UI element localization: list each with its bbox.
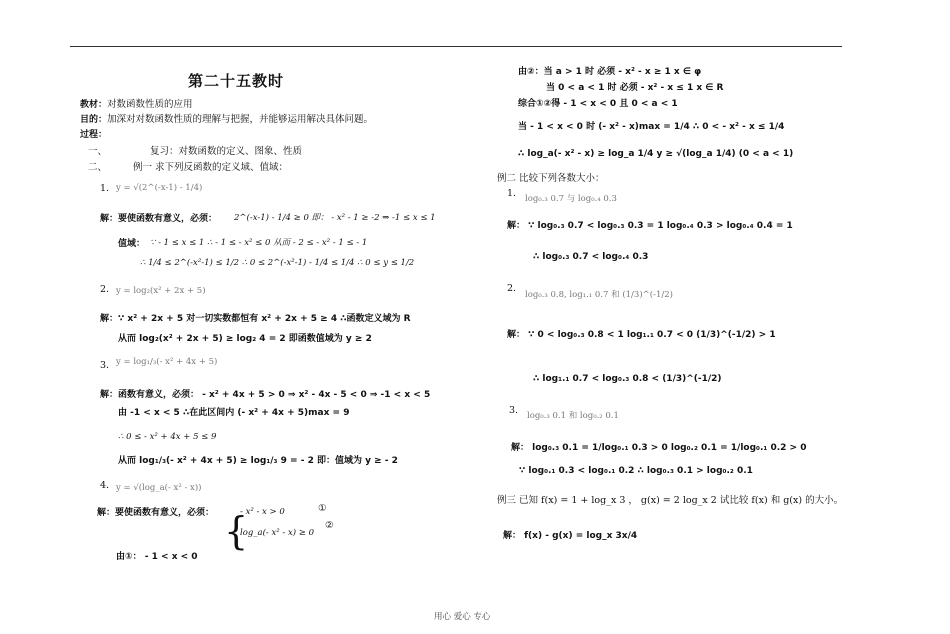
q2-number: 2.	[100, 284, 110, 295]
r-line-3: 综合①②得 - 1 < x < 0 且 0 < a < 1	[518, 99, 678, 109]
q4-condition-1: - x² - x > 0	[240, 507, 285, 517]
condition-brace: {	[224, 509, 249, 553]
r-line-2: 当 0 < a < 1 时 必须 - x² - x ≤ 1 x ∈ R	[546, 83, 724, 93]
q1-range-result: ∴ 1/4 ≤ 2^(-x²-1) ≤ 1/2 ∴ 0 ≤ 2^(-x²-1) - 1/4 ≤ 1/4 ∴ 0 ≤ y ≤ 1/2	[140, 258, 415, 268]
q4-condition-2: log_a(- x² - x) ≥ 0	[240, 528, 315, 538]
e3-answer-b: ∵ log₀.₁ 0.3 < log₀.₁ 0.2 ∴ log₀.₃ 0.1 > log₀.₂ 0.1	[519, 466, 753, 476]
e1-answer-a: 解： ∵ log₀.₃ 0.7 < log₀.₃ 0.3 = 1 log₀.₄ 0.3 > log₀.₄ 0.4 = 1	[507, 221, 793, 231]
q1-answer-label: 解：要使函数有意义，必须：	[100, 214, 218, 224]
e2-answer-a: 解： ∵ 0 < log₀.₃ 0.8 < 1 log₁.₁ 0.7 < 0 (1/3)^(-1/2) > 1	[507, 330, 776, 340]
step-2-num: 二、	[88, 162, 108, 173]
r-line-4: 当 - 1 < x < 0 时 (- x² - x)max = 1/4 ∴ 0 < - x² - x ≤ 1/4	[518, 122, 785, 132]
e1-answer-b: ∴ log₀.₃ 0.7 < log₀.₄ 0.3	[533, 252, 649, 262]
q4-condition-2-num: ②	[325, 520, 334, 531]
example-3-heading: 例三 已知 f(x) = 1 + log_x 3 ， g(x) = 2 log_x 2 试比较 f(x) 和 g(x) 的大小。	[497, 495, 844, 506]
q4-condition-1-num: ①	[318, 503, 327, 514]
e3-expression: log₀.₃ 0.1 和 log₀.₂ 0.1	[527, 411, 619, 421]
goal-label: 目的：	[80, 115, 108, 125]
goal-line	[80, 111, 373, 125]
q1-expression: y = √(2^(-x-1) - 1/4)	[116, 183, 203, 193]
q4-answer-b: 由①： - 1 < x < 0	[116, 552, 198, 562]
q3-number: 3.	[100, 360, 110, 371]
page-title: 第二十五教时	[188, 72, 285, 90]
q1-number: 1.	[100, 183, 110, 194]
material-label: 教材：	[80, 100, 108, 110]
e3-number: 3.	[509, 405, 519, 416]
q3-answer-b: 由 -1 < x < 5 ∴在此区间内 (- x² + 4x + 5)max = 9	[118, 408, 350, 418]
q3-answer-c: ∴ 0 ≤ - x² + 4x + 5 ≤ 9	[118, 432, 217, 442]
material-text: 对数函数性质的应用	[107, 99, 193, 110]
e1-expression: log₀.₃ 0.7 与 log₀.₄ 0.3	[525, 194, 617, 204]
q2-answer-b: 从而 log₂(x² + 2x + 5) ≥ log₂ 4 = 2 即函数值域为 y ≥ 2	[118, 334, 372, 344]
step-1-num: 一、	[88, 146, 108, 157]
process-label: 过程：	[80, 130, 108, 140]
q1-range-label: 值域：	[118, 239, 146, 249]
q4-number: 4.	[100, 480, 110, 491]
e2-answer-b: ∴ log₁.₁ 0.7 < log₀.₃ 0.8 < (1/3)^(-1/2)	[533, 374, 722, 384]
q3-answer-d: 从而 log₁/₃(- x² + 4x + 5) ≥ log₁/₃ 9 = - 2 即：值域为 y ≥ - 2	[118, 456, 398, 466]
e3-answer-a: 解： log₀.₃ 0.1 = 1/log₀.₁ 0.3 > 0 log₀.₂ 0.1 = 1/log₀.₁ 0.2 > 0	[511, 443, 807, 453]
example-2-heading: 例二 比较下列各数大小：	[497, 173, 605, 184]
q4-expression: y = √(log_a(- x² - x))	[116, 483, 202, 493]
e2-expression: log₀.₃ 0.8, log₁.₁ 0.7 和 (1/3)^(-1/2)	[525, 290, 673, 300]
q4-answer-label: 解：要使函数有意义，必须：	[97, 508, 215, 518]
step-1-text: 复习：对数函数的定义、图象、性质	[150, 146, 303, 157]
goal-text: 加深对对数函数性质的理解与把握，并能够运用解决具体问题。	[107, 114, 374, 125]
q3-answer-a: 解：函数有意义，必须： - x² + 4x + 5 > 0 ⇒ x² - 4x - 5 < 0 ⇒ -1 < x < 5	[100, 390, 431, 400]
step-2-text: 例一 求下列反函数的定义域、值域：	[133, 162, 289, 173]
q2-expression: y = log₂(x² + 2x + 5)	[116, 286, 206, 296]
r-line-5: ∴ log_a(- x² - x) ≥ log_a 1/4 y ≥ √(log_a 1/4) (0 < a < 1)	[518, 149, 794, 159]
q3-expression: y = log₁/₃(- x² + 4x + 5)	[116, 357, 218, 367]
r-line-1: 由②：当 a > 1 时 必须 - x² - x ≥ 1 x ∈ φ	[518, 67, 702, 77]
ex3-answer: 解： f(x) - g(x) = log_x 3x/4	[503, 531, 638, 541]
material-line	[80, 96, 193, 110]
header-rule	[70, 46, 842, 47]
q1-answer-math: 2^(-x-1) - 1/4 ≥ 0 即： - x² - 1 ≥ -2 ⇒ -1 ≤ x ≤ 1	[234, 213, 436, 223]
q1-range-math: ∵ - 1 ≤ x ≤ 1 ∴ - 1 ≤ - x² ≤ 0 从而 - 2 ≤ - x² - 1 ≤ - 1	[150, 238, 368, 248]
q2-answer-a: 解：∵ x² + 2x + 5 对一切实数都恒有 x² + 2x + 5 ≥ 4 ∴函数定义域为 R	[100, 314, 411, 324]
e2-number: 2.	[507, 283, 517, 294]
e1-number: 1.	[507, 188, 517, 199]
footer-text: 用心 爱心 专心	[434, 612, 491, 622]
